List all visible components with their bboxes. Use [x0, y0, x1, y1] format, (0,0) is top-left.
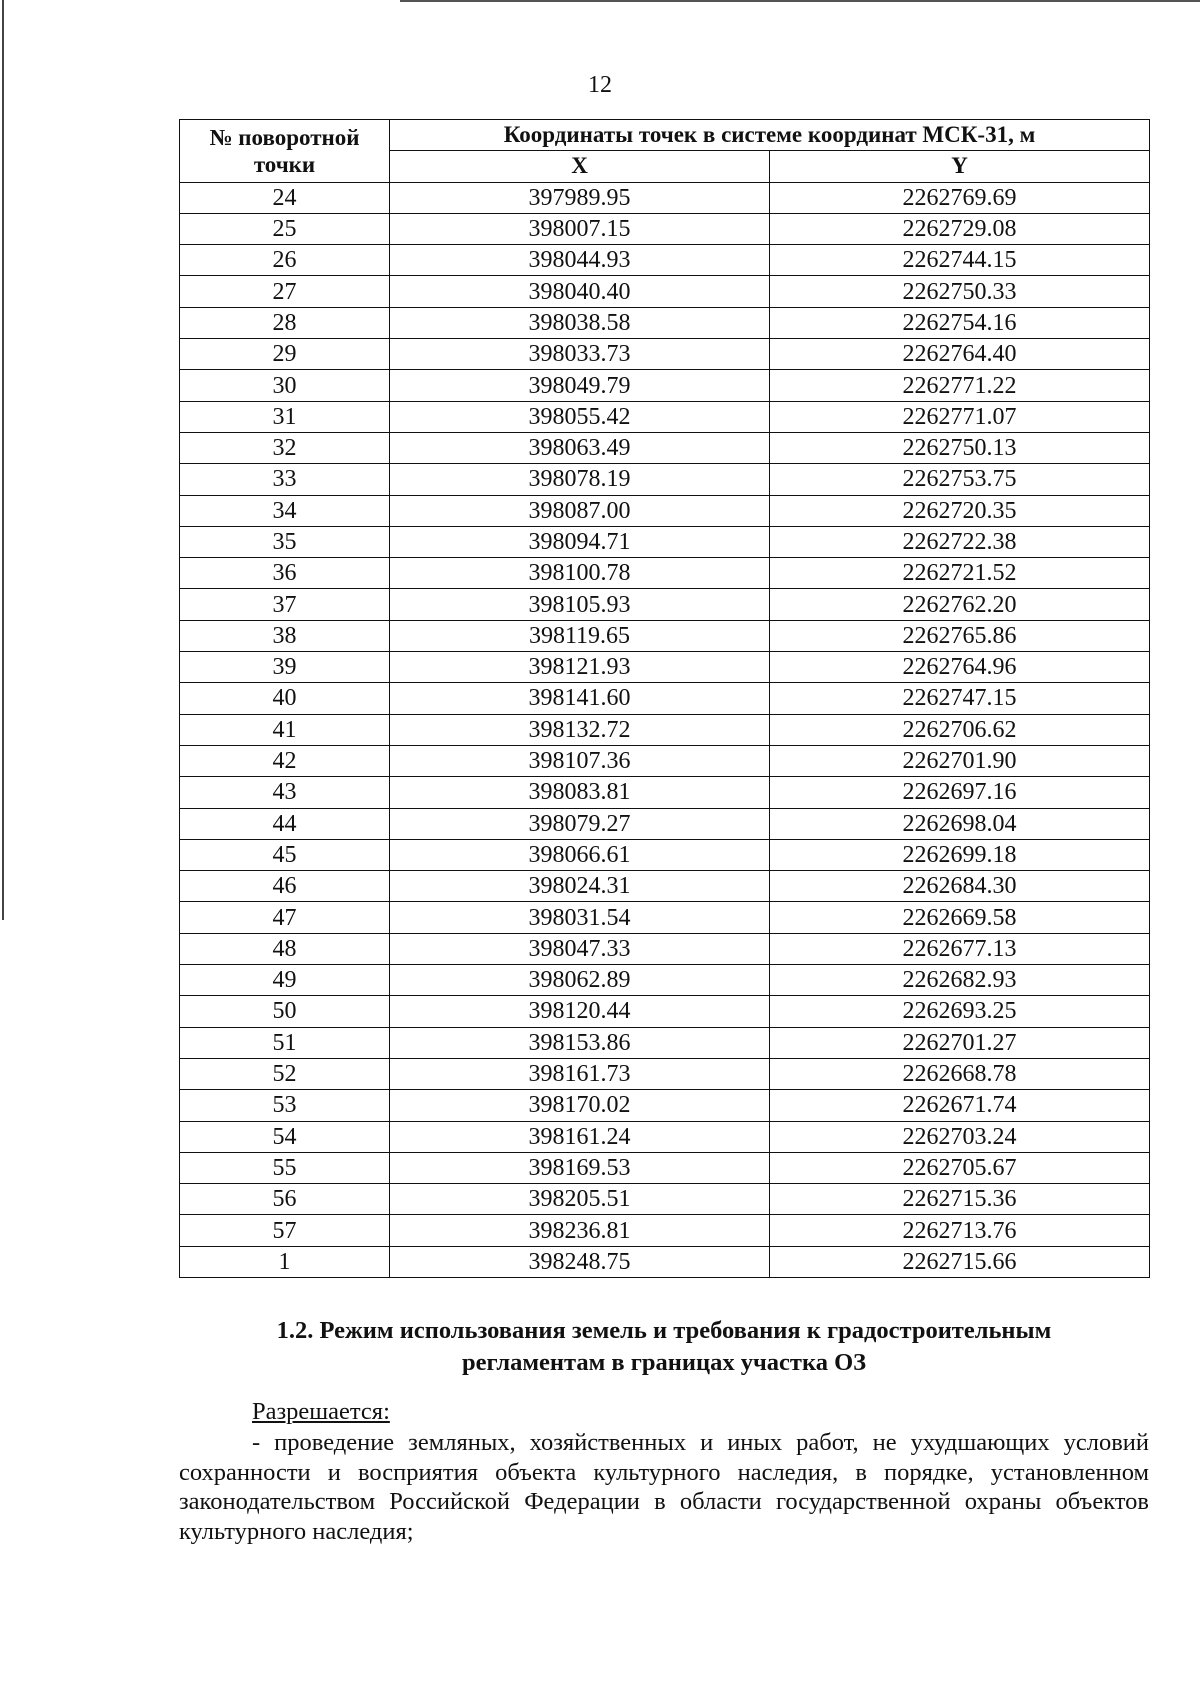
scan-edge-left [2, 0, 4, 920]
point-number-cell: 30 [180, 370, 390, 401]
table-row [180, 495, 1150, 526]
y-coordinate-cell: 2262721.52 [770, 558, 1150, 589]
point-number-cell: 35 [180, 526, 390, 557]
point-number-cell: 47 [180, 902, 390, 933]
point-number-cell: 43 [180, 777, 390, 808]
y-coordinate-cell: 2262701.90 [770, 745, 1150, 776]
point-number-cell: 1 [180, 1246, 390, 1277]
x-coordinate-cell: 398024.31 [390, 871, 770, 902]
x-coordinate-cell: 398121.93 [390, 652, 770, 683]
table-row [180, 652, 1150, 683]
x-coordinate-cell: 398033.73 [390, 339, 770, 370]
y-coordinate-cell: 2262715.66 [770, 1246, 1150, 1277]
section-title-line-2: регламентам в границах участка ОЗ [461, 1349, 867, 1376]
x-coordinate-cell: 398038.58 [390, 307, 770, 338]
table-row [180, 1027, 1150, 1058]
x-coordinate-cell: 398007.15 [390, 213, 770, 244]
table-row [180, 464, 1150, 495]
header-y: Y [770, 151, 1150, 182]
point-number-cell: 46 [180, 871, 390, 902]
table-row [180, 683, 1150, 714]
y-coordinate-cell: 2262684.30 [770, 871, 1150, 902]
x-coordinate-cell: 398100.78 [390, 558, 770, 589]
x-coordinate-cell: 398205.51 [390, 1184, 770, 1215]
y-coordinate-cell: 2262771.07 [770, 401, 1150, 432]
table-row [180, 1184, 1150, 1215]
y-coordinate-cell: 2262693.25 [770, 996, 1150, 1027]
point-number-cell: 39 [180, 652, 390, 683]
table-row [180, 245, 1150, 276]
x-coordinate-cell: 398040.40 [390, 276, 770, 307]
x-coordinate-cell: 398105.93 [390, 589, 770, 620]
y-coordinate-cell: 2262750.13 [770, 432, 1150, 463]
table-row [180, 276, 1150, 307]
y-coordinate-cell: 2262771.22 [770, 370, 1150, 401]
x-coordinate-cell: 398119.65 [390, 620, 770, 651]
coordinates-table [179, 119, 1150, 1278]
x-coordinate-cell: 398044.93 [390, 245, 770, 276]
y-coordinate-cell: 2262703.24 [770, 1121, 1150, 1152]
table-row [180, 808, 1150, 839]
table-row [180, 1121, 1150, 1152]
coordinates-table-body [180, 182, 1150, 1277]
x-coordinate-cell: 398248.75 [390, 1246, 770, 1277]
header-x: X [390, 151, 770, 182]
x-coordinate-cell: 397989.95 [390, 182, 770, 213]
table-row [180, 401, 1150, 432]
x-coordinate-cell: 398161.73 [390, 1058, 770, 1089]
point-number-cell: 32 [180, 432, 390, 463]
x-coordinate-cell: 398055.42 [390, 401, 770, 432]
x-coordinate-cell: 398066.61 [390, 839, 770, 870]
table-row [180, 307, 1150, 338]
y-coordinate-cell: 2262764.96 [770, 652, 1150, 683]
point-number-cell: 50 [180, 996, 390, 1027]
point-number-cell: 41 [180, 714, 390, 745]
y-coordinate-cell: 2262677.13 [770, 933, 1150, 964]
table-row [180, 933, 1150, 964]
table-row [180, 589, 1150, 620]
x-coordinate-cell: 398161.24 [390, 1121, 770, 1152]
y-coordinate-cell: 2262764.40 [770, 339, 1150, 370]
allowed-paragraph: - проведение земляных, хозяйственных и иных работ, не ухудшающих условий сохранности и восприятия объекта культурного наследия, в порядке, установленном законодательством Российской Федерации в области государственной охраны объектов культурного наследия; [179, 1429, 1149, 1545]
y-coordinate-cell: 2262713.76 [770, 1215, 1150, 1246]
table-row [180, 902, 1150, 933]
point-number-cell: 25 [180, 213, 390, 244]
x-coordinate-cell: 398078.19 [390, 464, 770, 495]
point-number-cell: 34 [180, 495, 390, 526]
x-coordinate-cell: 398107.36 [390, 745, 770, 776]
y-coordinate-cell: 2262682.93 [770, 965, 1150, 996]
point-number-cell: 56 [180, 1184, 390, 1215]
x-coordinate-cell: 398063.49 [390, 432, 770, 463]
point-number-cell: 45 [180, 839, 390, 870]
y-coordinate-cell: 2262722.38 [770, 526, 1150, 557]
y-coordinate-cell: 2262754.16 [770, 307, 1150, 338]
section-title-line-1: 1.2. Режим использования земель и требования к градостроительным [276, 1317, 1052, 1344]
table-row [180, 777, 1150, 808]
x-coordinate-cell: 398169.53 [390, 1152, 770, 1183]
point-number-cell: 38 [180, 620, 390, 651]
point-number-cell: 49 [180, 965, 390, 996]
point-number-cell: 24 [180, 182, 390, 213]
x-coordinate-cell: 398062.89 [390, 965, 770, 996]
table-row [180, 1152, 1150, 1183]
y-coordinate-cell: 2262698.04 [770, 808, 1150, 839]
point-number-cell: 54 [180, 1121, 390, 1152]
y-coordinate-cell: 2262699.18 [770, 839, 1150, 870]
point-number-cell: 36 [180, 558, 390, 589]
scan-edge-top [400, 0, 1200, 2]
x-coordinate-cell: 398153.86 [390, 1027, 770, 1058]
point-number-cell: 48 [180, 933, 390, 964]
point-number-cell: 51 [180, 1027, 390, 1058]
x-coordinate-cell: 398087.00 [390, 495, 770, 526]
x-coordinate-cell: 398170.02 [390, 1090, 770, 1121]
header-point-number: № поворотной точки [180, 120, 390, 183]
table-row [180, 714, 1150, 745]
y-coordinate-cell: 2262729.08 [770, 213, 1150, 244]
point-number-cell: 28 [180, 307, 390, 338]
point-number-cell: 44 [180, 808, 390, 839]
y-coordinate-cell: 2262669.58 [770, 902, 1150, 933]
y-coordinate-cell: 2262744.15 [770, 245, 1150, 276]
table-row [180, 1058, 1150, 1089]
x-coordinate-cell: 398047.33 [390, 933, 770, 964]
x-coordinate-cell: 398236.81 [390, 1215, 770, 1246]
point-number-cell: 33 [180, 464, 390, 495]
section-title [179, 1315, 1149, 1379]
point-number-cell: 52 [180, 1058, 390, 1089]
point-number-cell: 31 [180, 401, 390, 432]
y-coordinate-cell: 2262701.27 [770, 1027, 1150, 1058]
point-number-cell: 29 [180, 339, 390, 370]
x-coordinate-cell: 398079.27 [390, 808, 770, 839]
header-coordinates: Координаты точек в системе координат МСК-31, м [390, 120, 1150, 151]
y-coordinate-cell: 2262697.16 [770, 777, 1150, 808]
page-number: 12 [588, 72, 612, 98]
point-number-cell: 27 [180, 276, 390, 307]
table-row [180, 213, 1150, 244]
x-coordinate-cell: 398120.44 [390, 996, 770, 1027]
table-row [180, 965, 1150, 996]
point-number-cell: 55 [180, 1152, 390, 1183]
x-coordinate-cell: 398031.54 [390, 902, 770, 933]
table-row [180, 526, 1150, 557]
x-coordinate-cell: 398083.81 [390, 777, 770, 808]
table-row [180, 1246, 1150, 1277]
table-row [180, 339, 1150, 370]
table-row [180, 1215, 1150, 1246]
table-row [180, 839, 1150, 870]
y-coordinate-cell: 2262668.78 [770, 1058, 1150, 1089]
x-coordinate-cell: 398141.60 [390, 683, 770, 714]
table-row [180, 745, 1150, 776]
allowed-label: Разрешается: [252, 1398, 390, 1425]
x-coordinate-cell: 398132.72 [390, 714, 770, 745]
y-coordinate-cell: 2262720.35 [770, 495, 1150, 526]
table-row [180, 182, 1150, 213]
y-coordinate-cell: 2262706.62 [770, 714, 1150, 745]
y-coordinate-cell: 2262753.75 [770, 464, 1150, 495]
table-row [180, 871, 1150, 902]
y-coordinate-cell: 2262705.67 [770, 1152, 1150, 1183]
y-coordinate-cell: 2262715.36 [770, 1184, 1150, 1215]
y-coordinate-cell: 2262765.86 [770, 620, 1150, 651]
point-number-cell: 40 [180, 683, 390, 714]
table-row [180, 432, 1150, 463]
point-number-cell: 42 [180, 745, 390, 776]
table-row [180, 620, 1150, 651]
y-coordinate-cell: 2262762.20 [770, 589, 1150, 620]
point-number-cell: 53 [180, 1090, 390, 1121]
y-coordinate-cell: 2262747.15 [770, 683, 1150, 714]
y-coordinate-cell: 2262671.74 [770, 1090, 1150, 1121]
table-row [180, 1090, 1150, 1121]
x-coordinate-cell: 398049.79 [390, 370, 770, 401]
table-row [180, 370, 1150, 401]
table-row [180, 558, 1150, 589]
table-row [180, 996, 1150, 1027]
y-coordinate-cell: 2262750.33 [770, 276, 1150, 307]
point-number-cell: 57 [180, 1215, 390, 1246]
y-coordinate-cell: 2262769.69 [770, 182, 1150, 213]
point-number-cell: 26 [180, 245, 390, 276]
point-number-cell: 37 [180, 589, 390, 620]
x-coordinate-cell: 398094.71 [390, 526, 770, 557]
